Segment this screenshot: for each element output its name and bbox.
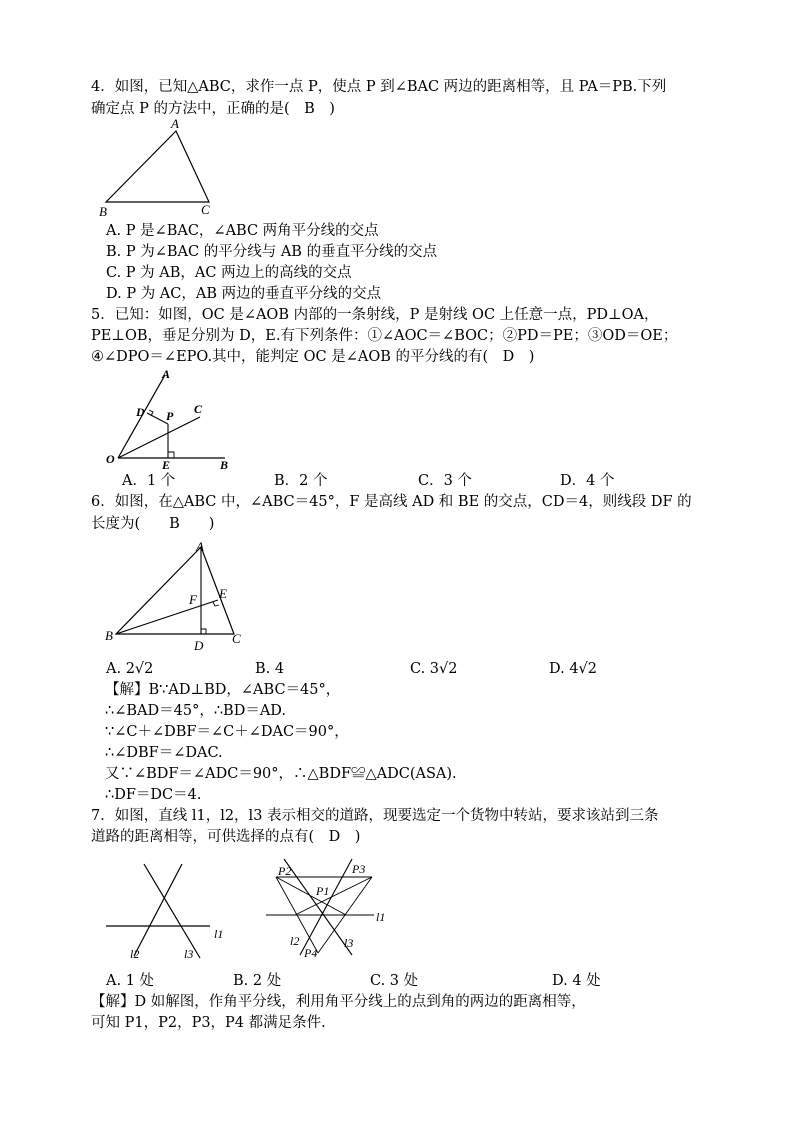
label-a: A xyxy=(162,367,171,381)
q6-solution-line-4: ∴∠DBF＝∠DAC. xyxy=(105,745,223,761)
label-l1: l1 xyxy=(214,927,224,941)
label-p2: P2 xyxy=(278,864,292,878)
q6-option-c: C. 3√2 xyxy=(410,661,458,677)
right-angle-mark-d xyxy=(149,410,153,416)
label-e: E xyxy=(219,586,227,601)
q5-option-a: A．1 个 xyxy=(122,473,176,489)
line-l3 xyxy=(144,864,200,958)
q5-stem-line-3: ④∠DPO＝∠EPO.其中，能判定 OC 是∠AOB 的平分线的有( D ) xyxy=(91,349,535,365)
right-angle-mark-d xyxy=(201,629,206,634)
q7-solution-line-1: 【解】D 如解图，作角平分线，利用角平分线上的点到角的两边的距离相等， xyxy=(91,994,586,1010)
q7-option-a: A. 1 处 xyxy=(106,973,155,989)
q6-solution-line-2: ∴∠BAD＝45°，∴BD＝AD. xyxy=(105,703,287,719)
q6-solution-line-3: ∵∠C＋∠DBF＝∠C＋∠DAC＝90°， xyxy=(105,724,349,740)
q7-roads-figure xyxy=(104,858,239,966)
ray-oc xyxy=(118,417,200,458)
label-l2: l2 xyxy=(290,934,300,948)
label-c: C xyxy=(232,631,241,646)
q7-option-d: D. 4 处 xyxy=(552,973,601,989)
q4-option-a: A. P 是∠BAC，∠ABC 两角平分线的交点 xyxy=(106,223,379,239)
label-b: B xyxy=(105,628,113,643)
label-a: A xyxy=(171,116,179,131)
q7-stem-line-2: 道路的距离相等，可供选择的点有( D ) xyxy=(91,829,361,845)
q7-solution-figure xyxy=(262,855,397,965)
label-o: O xyxy=(106,452,115,466)
q6-option-a: A. 2√2 xyxy=(106,661,154,677)
label-l3: l3 xyxy=(344,936,354,950)
q6-stem-line-1: 6．如图，在△ABC 中，∠ABC＝45°，F 是高线 AD 和 BE 的交点，CD＝4，则线段 DF 的 xyxy=(91,494,692,510)
q5-stem-line-1: 5．已知：如图，OC 是∠AOB 内部的一条射线，P 是射线 OC 上任意一点，PD⊥OA， xyxy=(91,307,659,323)
label-p1: P1 xyxy=(316,884,330,898)
label-b: B xyxy=(99,204,107,219)
q7-stem-line-1: 7．如图，直线 l1，l2，l3 表示相交的道路，现要选定一个货物中转站，要求该站到三条 xyxy=(91,808,659,824)
q7-option-b: B. 2 处 xyxy=(233,973,282,989)
q4-stem-line-2: 确定点 P 的方法中，正确的是( B ) xyxy=(91,101,335,117)
label-d: D xyxy=(136,405,145,419)
q5-option-c: C．3 个 xyxy=(418,473,472,489)
q4-option-d: D. P 为 AC，AB 两边的垂直平分线的交点 xyxy=(106,286,382,302)
q5-option-b: B．2 个 xyxy=(274,473,328,489)
label-p4: P4 xyxy=(304,946,318,960)
triangle-abc xyxy=(116,547,234,634)
right-angle-mark-e xyxy=(213,602,219,606)
perpendicular-pd xyxy=(147,413,168,424)
q7-option-c: C. 3 处 xyxy=(370,973,419,989)
label-e: E xyxy=(162,458,171,472)
q4-option-b: B. P 为∠BAC 的平分线与 AB 的垂直平分线的交点 xyxy=(106,244,438,260)
q4-stem-line-1: 4．如图，已知△ABC，求作一点 P，使点 P 到∠BAC 两边的距离相等，且 PA＝PB.下列 xyxy=(91,79,667,95)
label-l1: l1 xyxy=(376,910,386,924)
triangle-abc xyxy=(106,131,209,202)
q6-stem-line-2: 长度为( B ) xyxy=(91,516,215,532)
label-a: A xyxy=(196,539,204,554)
line-l2 xyxy=(134,864,182,956)
bisector-p3 xyxy=(295,877,372,915)
label-b: B xyxy=(220,458,229,472)
label-f: F xyxy=(189,592,197,607)
label-p3: P3 xyxy=(352,862,366,876)
q6-option-b: B. 4 xyxy=(255,661,285,677)
label-c: C xyxy=(201,202,210,217)
q5-angle-figure xyxy=(100,365,240,475)
q5-stem-line-2: PE⊥OB，垂足分别为 D，E.有下列条件：①∠AOC＝∠BOC；②PD＝PE；③OD＝OE； xyxy=(91,328,678,344)
label-l3: l3 xyxy=(184,947,194,961)
q5-option-d: D．4 个 xyxy=(560,473,615,489)
label-l2: l2 xyxy=(130,947,140,961)
q6-option-d: D. 4√2 xyxy=(549,661,598,677)
label-d: D xyxy=(194,638,204,653)
q4-triangle-figure xyxy=(96,116,226,221)
label-c: C xyxy=(194,402,203,416)
q4-option-c: C. P 为 AB，AC 两边上的高线的交点 xyxy=(106,265,352,281)
q6-solution-line-6: ∴DF＝DC＝4. xyxy=(105,787,202,803)
label-p: P xyxy=(166,409,174,423)
q6-solution-line-1: 【解】B∵AD⊥BD，∠ABC＝45°， xyxy=(105,682,341,698)
q6-solution-line-5: 又∵∠BDF＝∠ADC＝90°，∴△BDF≌△ADC(ASA). xyxy=(105,766,457,782)
q7-solution-line-2: 可知 P1，P2，P3，P4 都满足条件. xyxy=(91,1015,326,1031)
q6-triangle-figure xyxy=(100,537,260,657)
